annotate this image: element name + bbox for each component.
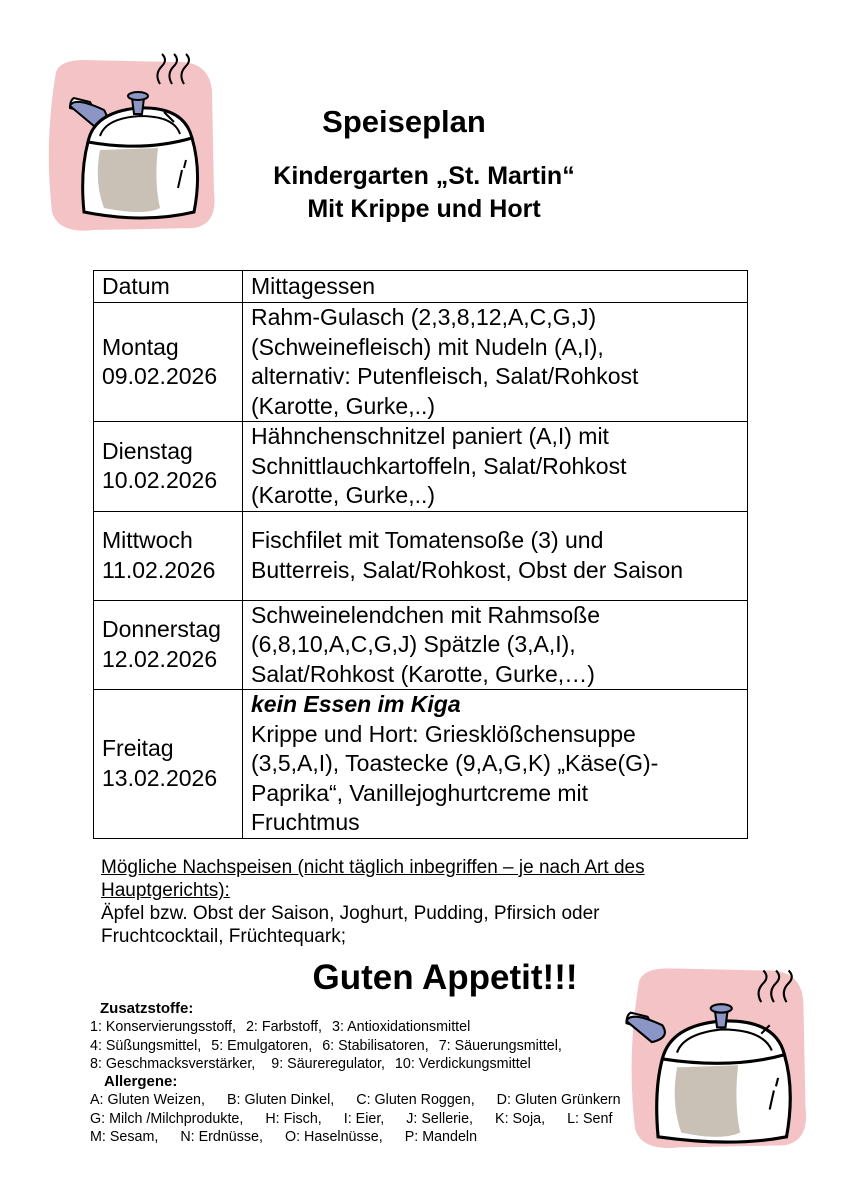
- table-row: [94, 690, 748, 839]
- table-row: [94, 600, 748, 690]
- meal-line: Fruchtmus: [251, 809, 360, 835]
- header-cell-meal: Mittagessen: [243, 271, 748, 303]
- meal-line: (Schweinefleisch) mit Nudeln (A,I),: [251, 333, 604, 360]
- subtitle-line-1: Kindergarten „St. Martin“: [273, 162, 575, 190]
- legend-entry: 10: Verdickungsmittel: [394, 1055, 531, 1072]
- meal-line: (Karotte, Gurke,..): [251, 482, 436, 508]
- legend-entry: I: Eier,: [343, 1110, 385, 1127]
- additives-heading: Zusatzstoffe:: [100, 1000, 194, 1017]
- meal-line: Salat/Rohkost (Karotte, Gurke,…): [251, 660, 595, 687]
- meal-cell: [243, 303, 748, 422]
- legend-entry: J: Sellerie,: [406, 1110, 474, 1127]
- page-subtitle: [0, 160, 848, 226]
- legend-entry: B: Gluten Dinkel,: [226, 1092, 335, 1109]
- legend-entry: 2: Farbstoff,: [245, 1019, 322, 1036]
- day-date: 09.02.2026: [102, 363, 218, 389]
- day-cell: [94, 690, 243, 839]
- day-cell: [94, 511, 243, 600]
- header-cell-date: Datum: [94, 271, 243, 303]
- allergens-line: [90, 1091, 690, 1109]
- menu-table: [93, 270, 748, 839]
- legend-entry: 5: Emulgatoren,: [211, 1037, 313, 1054]
- day-name: Freitag: [102, 735, 174, 762]
- meal-line: alternativ: Putenfleisch, Salat/Rohkost: [251, 363, 639, 389]
- meal-line: (Karotte, Gurke,..): [251, 392, 436, 419]
- day-date: 12.02.2026: [102, 645, 218, 672]
- legend-entry: 3: Antioxidationsmittel: [332, 1019, 471, 1036]
- day-name: Mittwoch: [102, 527, 193, 553]
- table-row: [94, 303, 748, 422]
- legend-entry: D: Gluten Grünkern: [496, 1092, 621, 1109]
- day-name: Donnerstag: [102, 616, 221, 643]
- no-meal-notice: kein Essen im Kiga: [251, 691, 461, 717]
- legend-entry: H: Fisch,: [265, 1110, 322, 1127]
- meal-line: Schnittlauchkartoffeln, Salat/Rohkost: [251, 452, 627, 479]
- meal-cell: [243, 690, 748, 839]
- legend-entry: 9: Säureregulator,: [271, 1055, 385, 1072]
- day-name: Dienstag: [102, 437, 193, 464]
- legend-entry: K: Soja,: [495, 1110, 546, 1127]
- legend-entry: G: Milch /Milchprodukte,: [90, 1110, 244, 1127]
- additives-line: [90, 1037, 690, 1055]
- legend-entry: O: Haselnüsse,: [284, 1129, 383, 1146]
- legend-entry: A: Gluten Weizen,: [90, 1092, 205, 1109]
- meal-line: (3,5,A,I), Toastecke (9,A,G,K) „Käse(G)-: [251, 750, 659, 776]
- legend-entry: N: Erdnüsse,: [180, 1129, 263, 1146]
- day-name: Montag: [102, 333, 179, 360]
- additives-line: [90, 1018, 690, 1036]
- meal-line: Hähnchenschnitzel paniert (A,I) mit: [251, 423, 609, 449]
- legend-entry: L: Senf: [567, 1110, 613, 1127]
- desserts-heading: Mögliche Nachspeisen (nicht täglich inbegriffen – je nach Art des: [101, 857, 645, 878]
- allergens-heading: Allergene:: [104, 1073, 178, 1091]
- day-date: 13.02.2026: [102, 764, 218, 791]
- day-date: 10.02.2026: [102, 467, 218, 494]
- legend-entry: P: Mandeln: [404, 1129, 478, 1146]
- day-cell: [94, 422, 243, 512]
- legend-entry: M: Sesam,: [90, 1129, 159, 1146]
- closing-greeting: Guten Appetit!!!: [312, 958, 578, 997]
- desserts-section: [101, 856, 741, 948]
- table-header-row: [94, 271, 748, 303]
- meal-line: Rahm-Gulasch (2,3,8,12,A,C,G,J): [251, 304, 597, 330]
- legend-entry: 4: Süßungsmittel,: [90, 1037, 202, 1054]
- meal-line: Krippe und Hort: Griesklößchensuppe: [251, 720, 636, 747]
- meal-cell: [243, 511, 748, 600]
- meal-cell: [243, 422, 748, 512]
- meal-line: Butterreis, Salat/Rohkost, Obst der Saison: [251, 556, 684, 583]
- day-cell: [94, 303, 243, 422]
- day-cell: [94, 600, 243, 690]
- desserts-text: Fruchtcocktail, Früchtequark;: [101, 926, 346, 947]
- subtitle-line-2: Mit Krippe und Hort: [307, 195, 541, 223]
- legend-section: [90, 1000, 690, 1146]
- day-date: 11.02.2026: [102, 556, 216, 583]
- meal-line: Paprika“, Vanillejoghurtcreme mit: [251, 779, 589, 806]
- table-row: [94, 511, 748, 600]
- legend-entry: C: Gluten Roggen,: [356, 1092, 475, 1109]
- legend-entry: 6: Stabilisatoren,: [322, 1037, 429, 1054]
- legend-entry: 1: Konservierungsstoff,: [90, 1019, 236, 1036]
- additives-line: [90, 1055, 690, 1073]
- meal-line: Fischfilet mit Tomatensoße (3) und: [251, 527, 604, 553]
- page-title: Speiseplan: [322, 104, 486, 139]
- meal-cell: [243, 600, 748, 690]
- cooking-pot-icon: [616, 960, 816, 1160]
- meal-line: Schweinelendchen mit Rahmsoße: [251, 601, 601, 628]
- legend-entry: 8: Geschmacksverstärker,: [90, 1055, 256, 1072]
- meal-line: (6,8,10,A,C,G,J) Spätzle (3,A,I),: [251, 631, 576, 657]
- desserts-text: Äpfel bzw. Obst der Saison, Joghurt, Pudding, Pfirsich oder: [101, 903, 600, 924]
- desserts-heading: Hauptgerichts):: [101, 880, 230, 901]
- allergens-line: [90, 1110, 690, 1128]
- legend-entry: 7: Säuerungsmittel,: [438, 1037, 562, 1054]
- table-row: [94, 422, 748, 512]
- allergens-line: [90, 1128, 690, 1146]
